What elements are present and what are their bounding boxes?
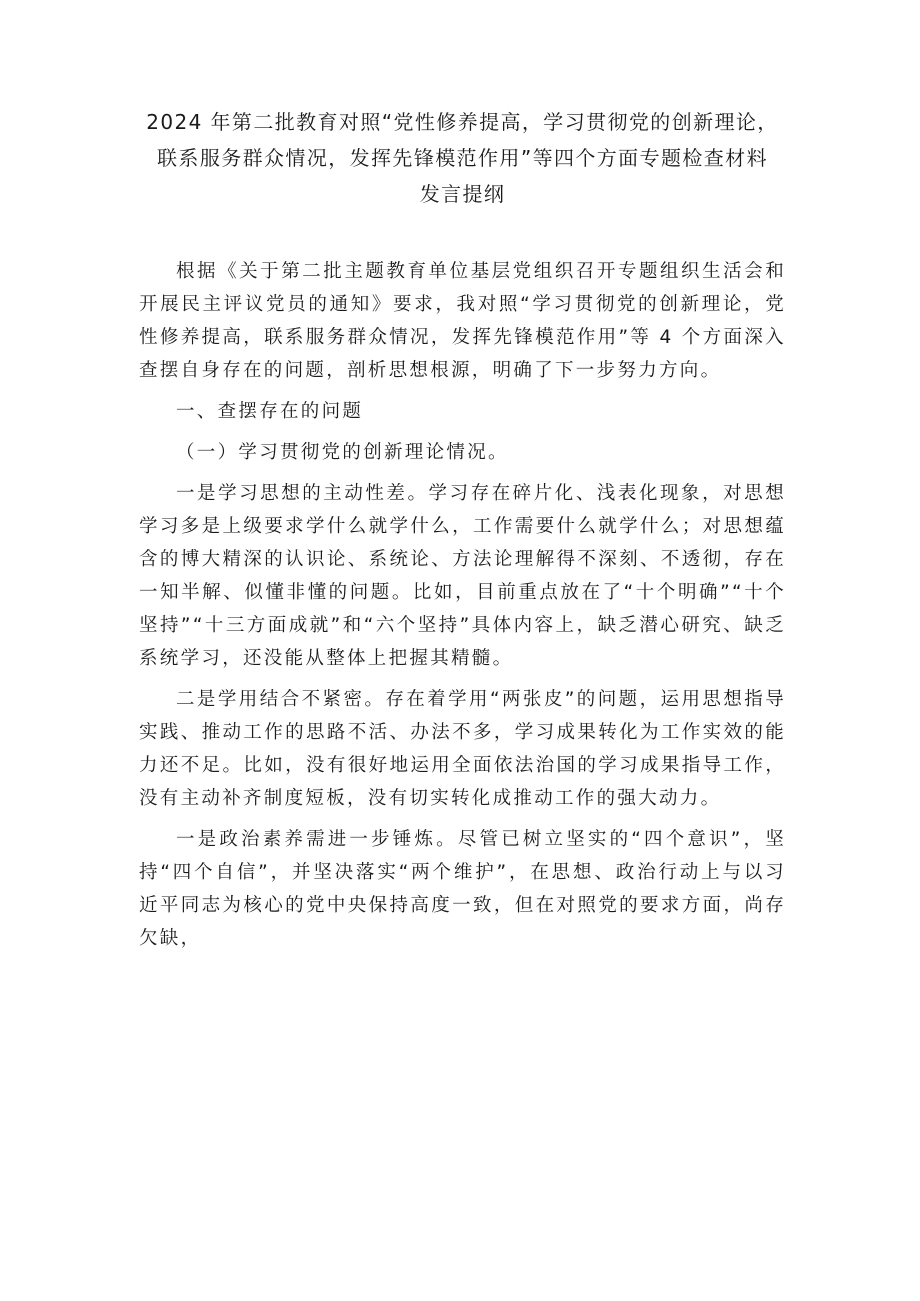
document-page — [139, 104, 786, 955]
section-heading: 一、查摆存在的问题 — [176, 401, 364, 422]
body-paragraph-2: 二是学用结合不紧密。存在着学用“两张皮”的问题，运用思想指导实践、推动工作的思路不活、办法不多，学习成果转化为工作实效的能力还不足。比如，没有很好地运用全面依法治国的学习成果指导工作，没有主动补齐制度短板，没有切实转化成推动工作的强大动力。 — [139, 689, 786, 809]
body-paragraph-1: 一是学习思想的主动性差。学习存在碎片化、浅表化现象，对思想学习多是上级要求学什么就学什么，工作需要什么就学什么；对思想蕴含的博大精深的认识论、系统论、方法论理解得不深刻、不透彻，存在一知半解、似懂非懂的问题。比如，目前重点放在了“十个明确”“十个坚持”“十三方面成就”和“六个坚持”具体内容上，缺乏潜心研究、缺乏系统学习，还没能从整体上把握其精髓。 — [139, 483, 786, 669]
body-paragraph-3: 一是政治素养需进一步锤炼。尽管已树立坚实的“四个意识”，坚持“四个自信”，并坚决落实“两个维护”，在思想、政治行动上与以习近平同志为核心的党中央保持高度一致，但在对照党的要求方面，尚存欠缺， — [139, 829, 786, 949]
title-line-2: 联系服务群众情况，发挥先锋模范作用”等四个方面专题检查材料 — [157, 146, 768, 170]
title-line-1: 2024 年第二批教育对照“党性修养提高，学习贯彻党的创新理论， — [146, 110, 779, 134]
document-title — [139, 104, 786, 212]
title-spacer — [139, 212, 786, 255]
intro-paragraph: 根据《关于第二批主题教育单位基层党组织召开专题组织生活会和开展民主评议党员的通知》要求，我对照“学习贯彻党的创新理论，党性修养提高，联系服务群众情况，发挥先锋模范作用”等 4 个方面深入查摆自身存在的问题，剖析思想根源，明确了下一步努力方向。 — [139, 261, 786, 381]
subsection-heading: （一）学习贯彻党的创新理论情况。 — [176, 442, 509, 463]
title-line-3: 发言提纲 — [419, 182, 506, 206]
